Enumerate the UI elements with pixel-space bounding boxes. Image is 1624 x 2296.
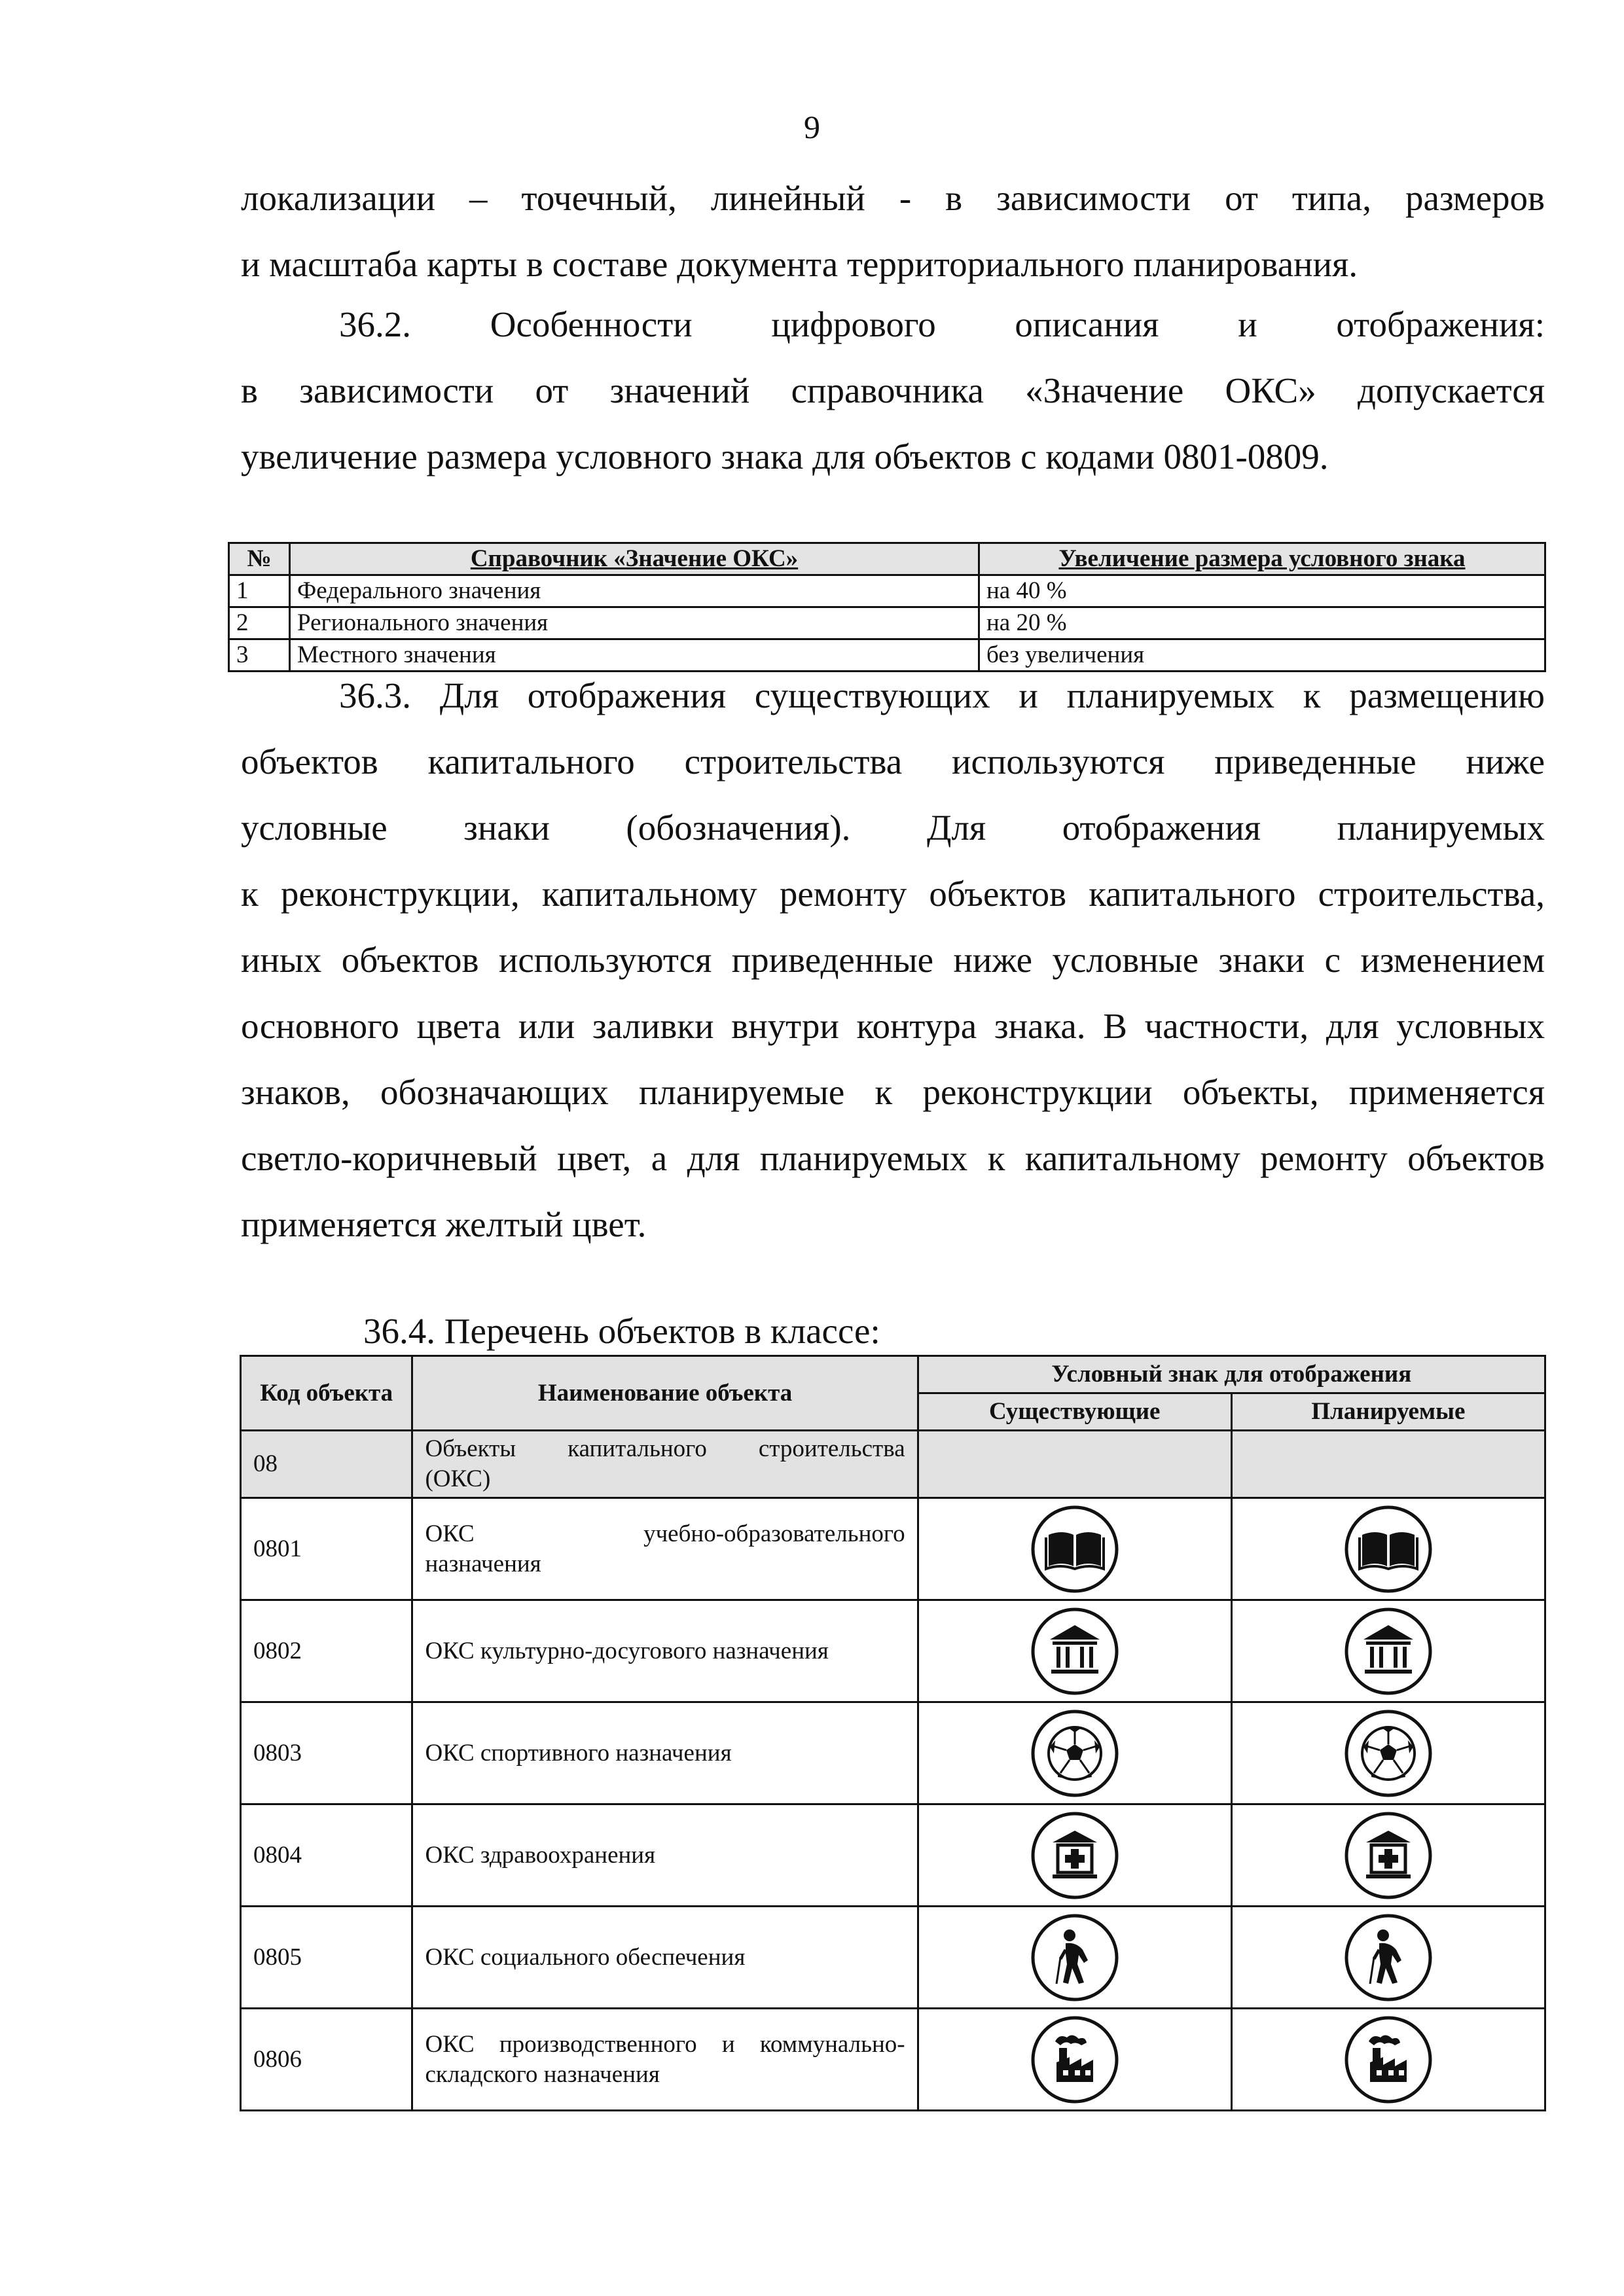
paragraph-36-3 xyxy=(241,662,1545,1257)
page-number: 9 xyxy=(804,109,820,145)
symbol-existing xyxy=(918,1498,1231,1600)
object-name xyxy=(412,1907,918,2009)
row-reference: Регионального значения xyxy=(290,607,979,639)
text-line: условные знаки (обозначения). Для отображения планируемых xyxy=(241,808,1545,848)
name-line: ОКС культурно-досугового назначения xyxy=(425,1637,829,1664)
table-row xyxy=(241,1702,1545,1804)
object-code: 0804 xyxy=(241,1804,412,1907)
symbol-planned xyxy=(1231,1702,1545,1804)
text-line: в зависимости от значений справочника «Значение ОКС» допускается xyxy=(241,370,1545,410)
book-icon xyxy=(1343,1503,1434,1595)
name-line: назначения xyxy=(425,1550,541,1577)
elderly-person-icon xyxy=(1029,1912,1121,2003)
football-icon xyxy=(1343,1708,1434,1799)
text-line: и масштаба карты в составе документа территориального планирования. xyxy=(241,244,1358,284)
name-line: ОКС здравоохранения xyxy=(425,1841,656,1869)
object-name xyxy=(412,2009,918,2111)
column-header-symbol: Условный знак для отображения xyxy=(918,1356,1545,1393)
name-line: ОКС спортивного назначения xyxy=(425,1739,732,1767)
row-number: 2 xyxy=(229,607,290,639)
table-row xyxy=(241,2009,1545,2111)
object-code: 0805 xyxy=(241,1907,412,2009)
book-icon xyxy=(1029,1503,1121,1595)
text-line: знаков, обозначающих планируемые к реконструкции объекты, применяется xyxy=(241,1072,1545,1112)
name-line: Объекты капитального строительства xyxy=(425,1435,905,1462)
group-row xyxy=(241,1431,1545,1498)
object-name xyxy=(412,1702,918,1804)
factory-icon xyxy=(1029,2014,1121,2106)
hospital-icon xyxy=(1029,1810,1121,1901)
object-code: 0803 xyxy=(241,1702,412,1804)
table-header-row xyxy=(241,1356,1545,1393)
table-row xyxy=(241,1907,1545,2009)
symbol-planned xyxy=(1231,1498,1545,1600)
table-caption: 36.4. Перечень объектов в классе: xyxy=(363,1311,880,1351)
text-line: к реконструкции, капитальному ремонту объектов капитального строительства, xyxy=(241,874,1545,914)
museum-icon xyxy=(1029,1605,1121,1697)
column-header-planned: Планируемые xyxy=(1231,1393,1545,1431)
group-code: 08 xyxy=(241,1431,412,1498)
object-code: 0802 xyxy=(241,1600,412,1702)
table-row xyxy=(241,1498,1545,1600)
name-line: ОКС производственного и коммунально- xyxy=(425,2030,905,2058)
column-header-number: № xyxy=(229,543,290,575)
text-line: основного цвета или заливки внутри контура знака. В частности, для условных xyxy=(241,1006,1545,1046)
paragraph-localization xyxy=(241,165,1545,297)
symbol-planned xyxy=(1231,2009,1545,2111)
symbol-planned xyxy=(1231,1600,1545,1702)
group-empty-cell xyxy=(918,1431,1231,1498)
text-line: светло-коричневый цвет, а для планируемых к капитальному ремонту объектов xyxy=(241,1138,1545,1178)
table-row xyxy=(229,575,1545,607)
table-header-row xyxy=(229,543,1545,575)
table-row xyxy=(229,607,1545,639)
value-table xyxy=(228,542,1546,672)
object-name xyxy=(412,1600,918,1702)
object-name xyxy=(412,1498,918,1600)
group-empty-cell xyxy=(1231,1431,1545,1498)
row-increase: на 20 % xyxy=(979,607,1545,639)
text-line: объектов капитального строительства используются приведенные ниже xyxy=(241,742,1545,781)
symbol-planned xyxy=(1231,1804,1545,1907)
table-row xyxy=(241,1804,1545,1907)
symbol-existing xyxy=(918,1600,1231,1702)
symbol-existing xyxy=(918,2009,1231,2111)
name-line: (ОКС) xyxy=(425,1465,491,1492)
name-line: ОКС социального обеспечения xyxy=(425,1943,746,1971)
text-line: локализации – точечный, линейный - в зависимости от типа, размеров xyxy=(241,178,1545,218)
text-line: 36.3. Для отображения существующих и планируемых к размещению xyxy=(339,675,1545,715)
text-line: применяется желтый цвет. xyxy=(241,1204,647,1244)
text-line: иных объектов используются приведенные ниже условные знаки с изменением xyxy=(241,940,1545,980)
column-header-reference: Справочник «Значение ОКС» xyxy=(290,543,979,575)
symbol-planned xyxy=(1231,1907,1545,2009)
column-header-increase: Увеличение размера условного знака xyxy=(979,543,1545,575)
symbol-existing xyxy=(918,1907,1231,2009)
text-line: 36.2. Особенности цифрового описания и отображения: xyxy=(339,304,1545,344)
symbol-existing xyxy=(918,1702,1231,1804)
row-reference: Федерального значения xyxy=(290,575,979,607)
object-code: 0801 xyxy=(241,1498,412,1600)
name-line: ОКС учебно-образовательного xyxy=(425,1520,905,1547)
column-header-code: Код объекта xyxy=(241,1356,412,1431)
museum-icon xyxy=(1343,1605,1434,1697)
row-reference: Местного значения xyxy=(290,639,979,672)
object-code: 0806 xyxy=(241,2009,412,2111)
symbol-existing xyxy=(918,1804,1231,1907)
objects-table xyxy=(240,1355,1546,2111)
row-increase: без увеличения xyxy=(979,639,1545,672)
table-row xyxy=(241,1600,1545,1702)
row-increase: на 40 % xyxy=(979,575,1545,607)
factory-icon xyxy=(1343,2014,1434,2106)
football-icon xyxy=(1029,1708,1121,1799)
column-header-existing: Существующие xyxy=(918,1393,1231,1431)
name-line: складского назначения xyxy=(425,2060,660,2088)
text-line: увеличение размера условного знака для объектов с кодами 0801-0809. xyxy=(241,437,1329,476)
group-name xyxy=(412,1431,918,1498)
row-number: 3 xyxy=(229,639,290,672)
row-number: 1 xyxy=(229,575,290,607)
elderly-person-icon xyxy=(1343,1912,1434,2003)
object-name xyxy=(412,1804,918,1907)
paragraph-36-2 xyxy=(241,291,1545,490)
column-header-name: Наименование объекта xyxy=(412,1356,918,1431)
hospital-icon xyxy=(1343,1810,1434,1901)
